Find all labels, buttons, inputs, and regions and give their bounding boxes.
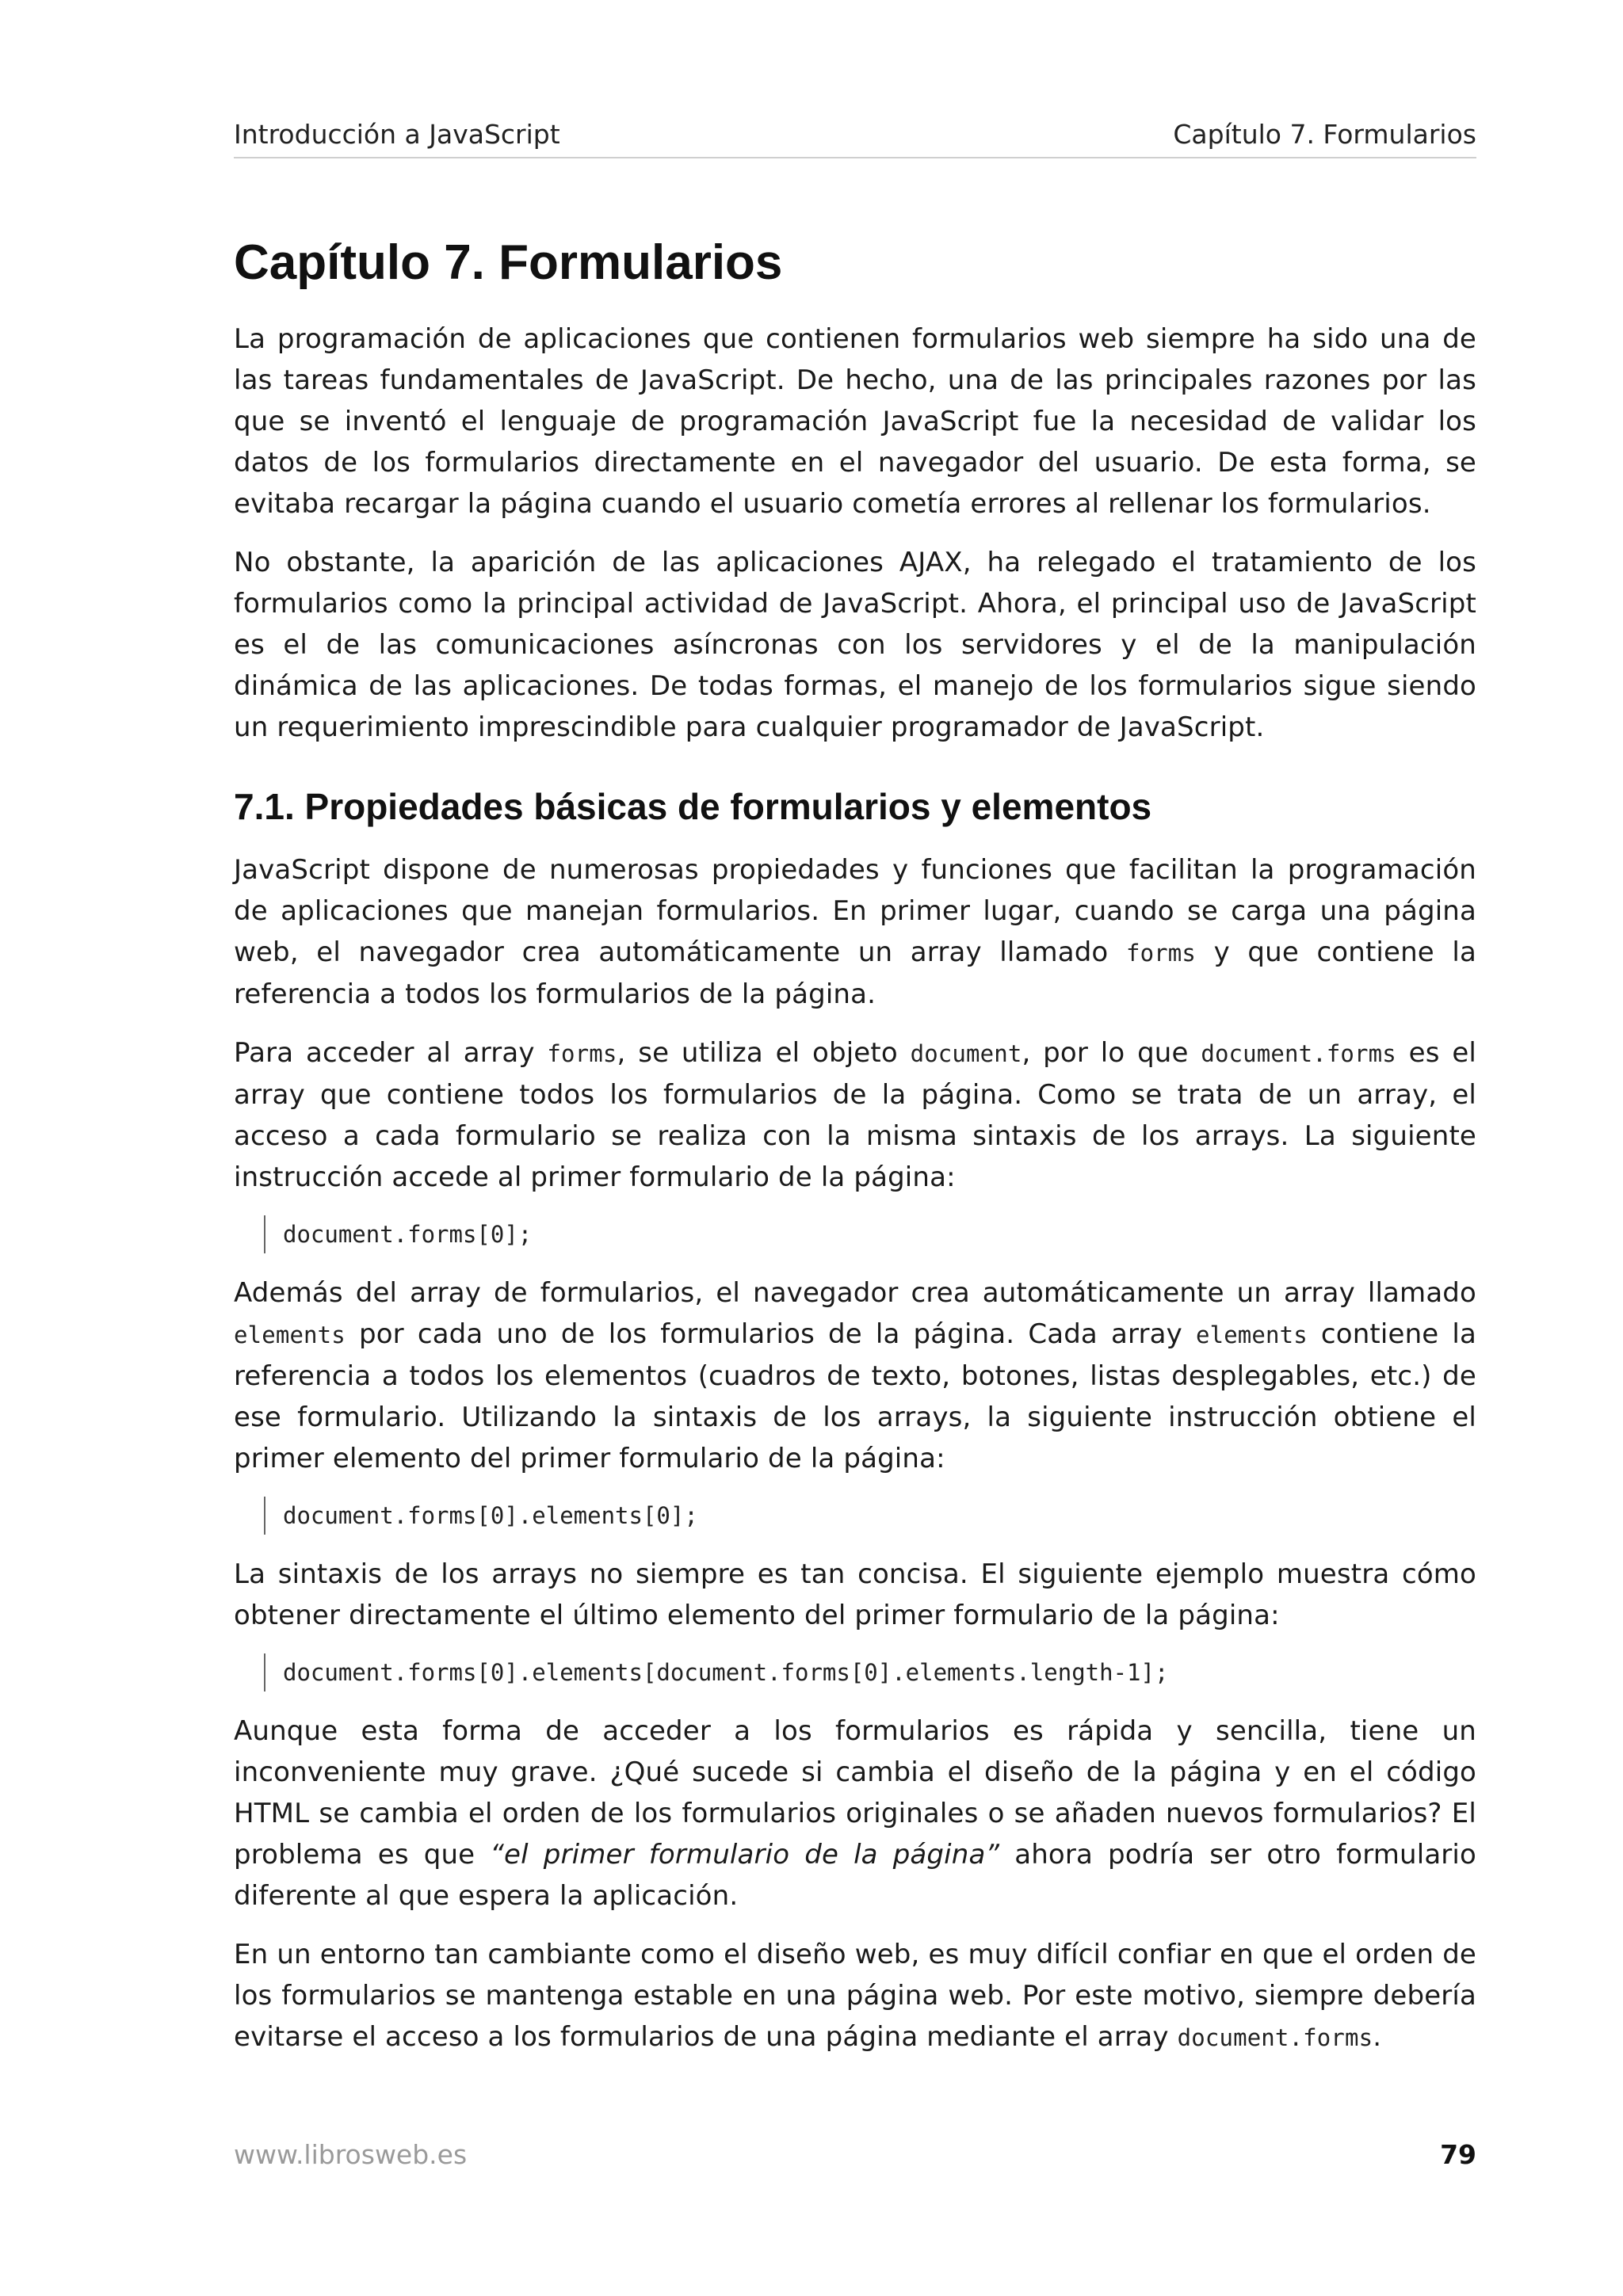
text-run: . bbox=[1373, 2021, 1382, 2053]
text-run: , por lo que bbox=[1022, 1037, 1201, 1069]
running-header bbox=[234, 119, 1476, 158]
inline-code: document.forms bbox=[1177, 2024, 1373, 2051]
inline-code: elements bbox=[234, 1322, 346, 1348]
text-run: En un entorno tan cambiante como el diseño web, es muy difícil confiar en que el orden de los formularios se mantenga estable en una página web. Por este motivo, siempre debería evitarse el acceso a los formularios de una página mediante el array bbox=[234, 1939, 1476, 2053]
text-run: es el array que contiene todos los formularios de la página. Como se trata de un array, el acceso a cada formulario se realiza con la misma sintaxis de los arrays. La siguiente instrucción accede al primer formulario de la página: bbox=[234, 1037, 1476, 1193]
paragraph-syntax: La sintaxis de los arrays no siempre es tan concisa. El siguiente ejemplo muestra cómo obtener directamente el último elemento del primer formulario de la página: bbox=[234, 1558, 1476, 1631]
chapter-title: Capítulo 7. Formularios bbox=[234, 235, 783, 290]
inline-code: elements bbox=[1195, 1322, 1308, 1348]
text-run: Aunque esta forma de acceder a los formularios es rápida y sencilla, tiene un inconveniente muy grave. ¿Qué sucede si cambia el diseño de la página y en el código HTML se cambia el orden de los formularios originales o se añaden nuevos formularios? El problema es que bbox=[234, 1715, 1476, 1871]
paragraph-recommendation bbox=[234, 1934, 1476, 2058]
text-run: por cada uno de los formularios de la página. Cada array bbox=[345, 1318, 1196, 1350]
inline-code: document bbox=[910, 1040, 1022, 1067]
text-run: Para acceder al array bbox=[234, 1037, 548, 1069]
text-run: contiene la referencia a todos los elementos (cuadros de texto, botones, listas desplegables, etc.) de ese formulario. Utilizando la sintaxis de los arrays, la siguiente instrucción obtiene el primer elemento del primer formulario de la página: bbox=[234, 1318, 1476, 1474]
text-run: y que contiene la referencia a todos los formularios de la página. bbox=[234, 936, 1476, 1010]
inline-code: forms bbox=[1125, 940, 1197, 967]
paragraph-intro-2: No obstante, la aparición de las aplicaciones AJAX, ha relegado el tratamiento de los formularios como la principal actividad de JavaScript. Ahora, el principal uso de JavaScript es el de las comunicaciones asíncronas con los servidores y el de la manipulación dinámica de las aplicaciones. De todas formas, el manejo de los formularios sigue siendo un requerimiento imprescindible para cualquier programador de JavaScript. bbox=[234, 547, 1476, 743]
text-run: , se utiliza el objeto bbox=[617, 1037, 911, 1069]
paragraph-document-forms bbox=[234, 1032, 1476, 1198]
text-run: Además del array de formularios, el navegador crea automáticamente un array llamado bbox=[234, 1277, 1476, 1309]
code-block: document.forms[0].elements[document.forms[0].elements.length-1]; bbox=[264, 1653, 1476, 1691]
footer-site-link[interactable]: www.librosweb.es bbox=[234, 2139, 468, 2170]
inline-code: document.forms bbox=[1201, 1040, 1396, 1067]
inline-code: forms bbox=[547, 1040, 617, 1067]
header-book-title: Introducción a JavaScript bbox=[234, 119, 560, 150]
page-number: 79 bbox=[1440, 2139, 1476, 2170]
code-block: document.forms[0]; bbox=[264, 1215, 1476, 1253]
text-run: JavaScript dispone de numerosas propiedades y funciones que facilitan la programación de aplicaciones que manejan formularios. En primer lugar, cuando se carga una página web, el navegador crea automáticamente un array llamado bbox=[234, 854, 1476, 968]
code-block: document.forms[0].elements[0]; bbox=[264, 1497, 1476, 1535]
paragraph-forms-array bbox=[234, 849, 1476, 1015]
page-footer bbox=[234, 2139, 1476, 2179]
page-content bbox=[234, 231, 1476, 2076]
emphasis-text: “el primer formulario de la página” bbox=[490, 1839, 1000, 1871]
paragraph-drawback bbox=[234, 1711, 1476, 1917]
text-run: ahora podría ser otro formulario diferente al que espera la aplicación. bbox=[234, 1839, 1476, 1912]
paragraph-elements-array bbox=[234, 1272, 1476, 1479]
header-chapter-ref: Capítulo 7. Formularios bbox=[1173, 119, 1476, 150]
section-title: 7.1. Propiedades básicas de formularios y elementos bbox=[234, 786, 1152, 827]
paragraph-intro-1: La programación de aplicaciones que contienen formularios web siempre ha sido una de las tareas fundamentales de JavaScript. De hecho, una de las principales razones por las que se inventó el lenguaje de programación JavaScript fue la necesidad de validar los datos de los formularios directamente en el navegador del usuario. De esta forma, se evitaba recargar la página cuando el usuario cometía errores al rellenar los formularios. bbox=[234, 323, 1476, 520]
document-page bbox=[234, 0, 1476, 2296]
